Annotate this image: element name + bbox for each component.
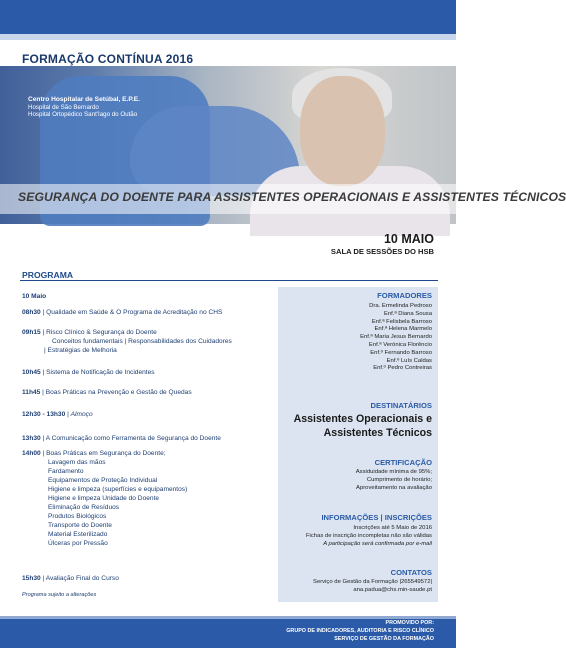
informacoes-heading: INFORMAÇÕES | INSCRIÇÕES	[321, 513, 432, 522]
topic-item: Material Esterilizado	[48, 531, 108, 538]
topic-item: Lavagem das mãos	[48, 459, 106, 466]
trainer-name: Enf.ª Verónica Florêncio	[368, 341, 432, 348]
formadores-list	[360, 303, 432, 373]
target-audience: Assistentes Operacionais e Assistentes Técnicos	[293, 413, 432, 439]
top-band	[0, 0, 456, 40]
schedule-item: 11h45 | Boas Práticas na Prevenção e Gestão de Quedas	[22, 389, 192, 396]
topic-item: Equipamentos de Proteção Individual	[48, 477, 158, 484]
trainer-name: Enf.º Pedro Contreiras	[373, 365, 432, 372]
promoted-by-label: PROMOVIDO POR:	[385, 620, 434, 626]
trainer-name: Dra. Ermelinda Pedroso	[369, 303, 432, 309]
topic-item: Eliminação de Resíduos	[48, 504, 120, 511]
schedule-item: 15h30 | Avaliação Final do Curso	[22, 575, 119, 582]
org-name: Centro Hospitalar de Setúbal, E.P.E.	[28, 96, 140, 103]
destinatarios-heading: DESTINATÁRIOS	[370, 401, 432, 410]
course-title-banner: SEGURANÇA DO DOENTE PARA ASSISTENTES OPERACIONAIS E ASSISTENTES TÉCNICOS	[18, 190, 566, 204]
topic-item: Úlceras por Pressão	[48, 540, 108, 547]
registration-info: Inscrições até 5 Maio de 2016 Fichas de inscrição incompletas não são válidas A participação será confirmada por e-mail	[305, 525, 432, 547]
divider	[20, 280, 438, 281]
program-note: Programa sujeito a alterações	[22, 592, 97, 598]
schedule-item: 10h45 | Sistema de Notificação de Incidentes	[22, 369, 155, 376]
schedule-subline: | Estratégias de Melhoria	[44, 347, 117, 354]
contatos-heading: CONTATOS	[390, 568, 432, 577]
schedule-item: 14h00 | Boas Práticas em Segurança do Doente;	[22, 450, 166, 457]
topic-item: Fardamento	[48, 468, 84, 475]
contacts	[313, 579, 432, 595]
certificacao-heading: CERTIFICAÇÃO	[374, 458, 432, 467]
contact-email[interactable]: ana.padua@chs.min-saude.pt	[353, 586, 432, 593]
hospital-logo-text	[28, 96, 140, 119]
trainer-name: Enf.º Fernando Barroso	[370, 349, 432, 356]
topic-item: Transporte do Doente	[48, 522, 112, 529]
trainer-name: Enf.ª Helena Marmelo	[374, 326, 432, 333]
schedule-item: 09h15 | Risco Clínico & Segurança do Doente	[22, 329, 157, 336]
schedule-item: 13h30 | A Comunicação como Ferramenta de Segurança do Doente	[22, 435, 221, 442]
event-date: 10 MAIO	[383, 232, 434, 246]
trainer-name: Enf.ª Felisbela Barroso	[371, 318, 432, 325]
certification-list: Assiduidade mínima de 95%; Cumprimento de horário; Aproveitamento na avaliação	[355, 469, 432, 491]
page-title: FORMAÇÃO CONTÍNUA 2016	[22, 52, 194, 66]
org-hospital-2: Hospital Ortopédico Sant'Iago do Outão	[28, 111, 138, 119]
trainer-name: Enf.ª Diana Sousa	[383, 310, 432, 317]
schedule-item: 08h30 | Qualidade em Saúde & O Programa de Acreditação no CHS	[22, 309, 223, 316]
org-hospital-1: Hospital de São Bernardo	[28, 103, 99, 111]
schedule-subline: Conceitos fundamentais | Responsabilidades dos Cuidadores	[52, 338, 232, 345]
topic-item: Higiene e limpeza Unidade do Doente	[48, 495, 160, 502]
promoter-1: GRUPO DE INDICADORES, AUDITORIA E RISCO CLÍNICO	[286, 628, 434, 634]
programa-heading: PROGRAMA	[22, 270, 74, 280]
trainer-name: Enf.º Luís Caldas	[386, 357, 432, 364]
promoter-2: SERVIÇO DE GESTÃO DA FORMAÇÃO	[334, 636, 434, 642]
formadores-heading: FORMADORES	[377, 291, 432, 300]
contact-phone: Serviço de Gestão da Formação |265549572|	[313, 579, 432, 585]
topic-item: Produtos Biológicos	[48, 513, 107, 520]
event-room: SALA DE SESSÕES DO HSB	[330, 247, 434, 256]
trainer-name: Enf.ª Maria Jesus Bernardo	[360, 334, 432, 341]
topic-item: Higiene e limpeza (superfícies e equipamentos)	[48, 486, 188, 493]
schedule-day: 10 Maio	[22, 293, 47, 300]
schedule-item-lunch: 12h30 - 13h30 | Almoço	[22, 411, 93, 418]
